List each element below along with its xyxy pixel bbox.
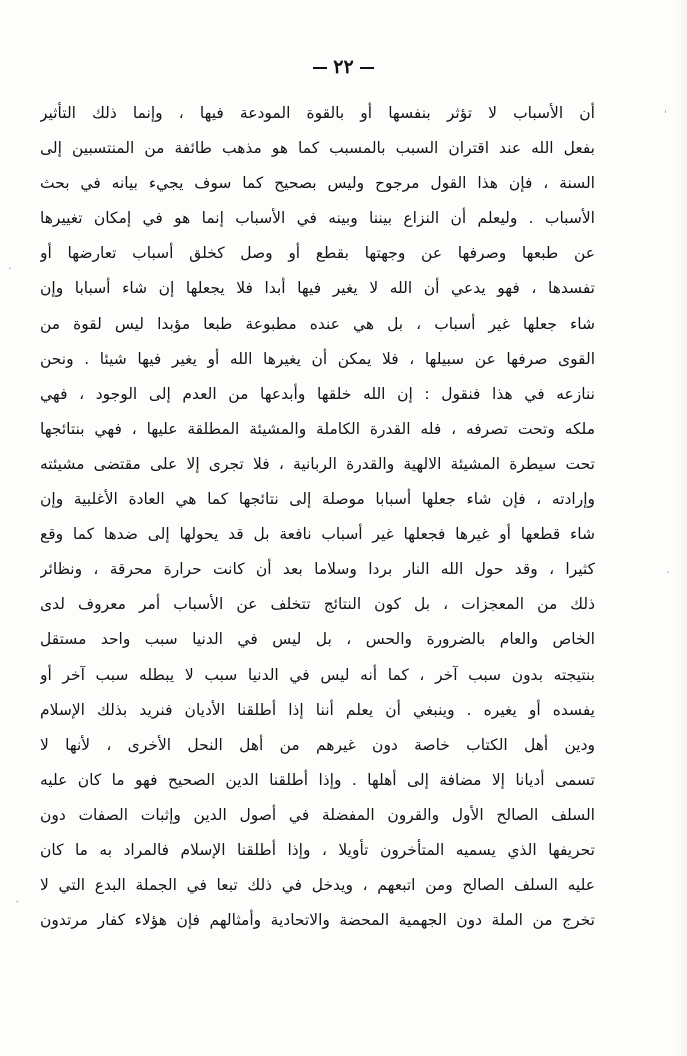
body-text bbox=[40, 96, 595, 938]
text-line: عن طبعها وصرفها عن وجهتها بقطع أو وصل كخلق أسباب تعارضها أو bbox=[40, 244, 595, 263]
text-line: ذلك من المعجزات ، بل كون النتائج تتخلف عن الأسباب أمر معروف لدى bbox=[40, 595, 595, 614]
text-line: تفسدها ، فهو يدعي أن الله لا يغير فيها أبدا فلا يجعلها إن شاء أسبابا وإن bbox=[40, 279, 595, 298]
text-line: الخاص والعام بالضرورة والحس ، بل ليس في الدنيا سبب واحد مستقل bbox=[40, 630, 595, 649]
text-line: ننازعه في هذا فنقول : إن الله خلقها وأبدعها من العدم إلى الوجود ، فهي bbox=[40, 384, 595, 403]
margin-speck: ˈ bbox=[664, 108, 668, 121]
text-line: الأسباب . وليعلم أن النزاع بيننا وبينه في الأسباب إنما هو في إمكان تغييرها bbox=[40, 209, 595, 228]
text-line: السنة ، فإن هذا القول مرجوح وليس بصحيح كما سوف يجيء بيانه في بحث bbox=[40, 174, 595, 193]
page-number-value: ٢٢ bbox=[333, 56, 354, 78]
text-line: شاء قطعها أو غيرها فجعلها غير أسباب نافعة بل قد يحولها إلى ضدها كما وقع bbox=[40, 525, 595, 544]
page-edge-shadow bbox=[673, 0, 687, 1056]
text-line: تحت سيطرة المشيئة الالهية والقدرة الربانية ، فلا تجرى إلا على مقتضى مشيئته bbox=[40, 454, 595, 473]
text-line: تخرج من الملة دون الجهمية المحضة والاتحادية وأمثالهم فإن هؤلاء كفار مرتدون bbox=[40, 911, 595, 930]
text-line: السلف الصالح الأول والقرون المفضلة في أصول الدين وإثبات الصفات دون bbox=[40, 805, 595, 824]
margin-speck: · bbox=[666, 566, 670, 579]
text-line: بفعل الله عند اقتران السبب بالمسبب كما هو مذهب طائفة من المنتسبين إلى bbox=[40, 139, 595, 158]
text-line: تحريفها الذي يسميه المتأخرون تأويلا ، وإذا أطلقنا الإسلام فالمراد به ما كان bbox=[40, 840, 595, 859]
text-line: وإرادته ، فإن شاء جعلها أسبابا موصلة إلى نتائجها كما هي العادة الأغلبية وإن bbox=[40, 490, 595, 509]
text-line: ودين أهل الكتاب خاصة دون غيرهم من أهل النحل الأخرى ، لأنها لا bbox=[40, 735, 595, 754]
margin-speck: · bbox=[8, 262, 12, 275]
text-line: يفسده أو يغيره . وينبغي أن يعلم أننا إذا أطلقنا الأديان فنريد بذلك الإسلام bbox=[40, 700, 595, 719]
margin-speck: ˏ bbox=[14, 890, 20, 903]
page-number bbox=[0, 56, 687, 78]
text-line: عليه السلف الصالح ومن اتبعهم ، ويدخل في ذلك تبعا في الجملة البدع التي لا bbox=[40, 876, 595, 895]
page-number-dash-right bbox=[360, 67, 374, 69]
text-line: شاء جعلها غير أسباب ، بل هي عنده مطبوعة طبعا مؤبدا ليس لقوة من bbox=[40, 314, 595, 333]
text-line: بنتيجته بدون سبب آخر ، كما أنه ليس في الدنيا سبب لا يبطله سبب آخر أو bbox=[40, 665, 595, 684]
text-line: ملكه وتحت تصرفه ، فله القدرة الكاملة والمشيئة المطلقة عليها ، فهي بنتائجها bbox=[40, 419, 595, 438]
text-line: كثيرا ، وقد حول الله النار بردا وسلاما بعد أن كانت حرارة محرقة ، ونظائر bbox=[40, 560, 595, 579]
text-line: أن الأسباب لا تؤثر بنفسها أو بالقوة المودعة فيها ، وإنما ذلك التأثير bbox=[40, 104, 595, 122]
text-line: تسمى أديانا إلا مضافة إلى أهلها . وإذا أطلقنا الدين الصحيح فهو ما كان عليه bbox=[40, 770, 595, 789]
page-number-dash-left bbox=[313, 67, 327, 69]
text-line: القوى صرفها عن سبيلها ، فلا يمكن أن يغيرها الله أو يغير فيها شيئا . ونحن bbox=[40, 349, 595, 368]
